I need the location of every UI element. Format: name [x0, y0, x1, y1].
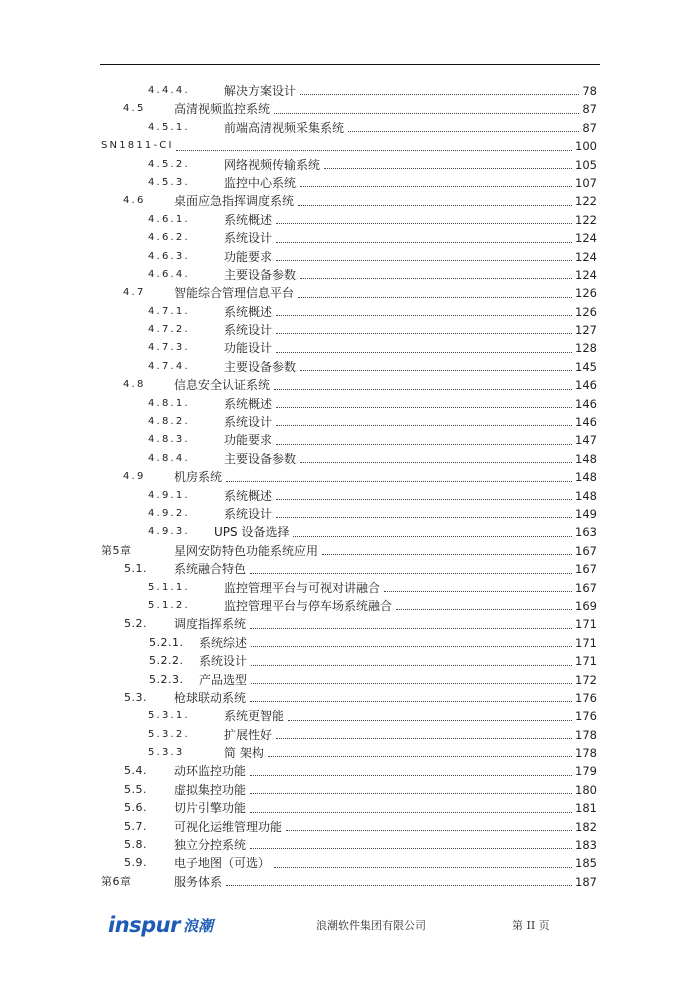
- toc-entry[interactable]: [0, 174, 700, 192]
- toc-entry-number: 4.7.2.: [148, 324, 190, 336]
- toc-entry-number: 5.2.1.: [149, 635, 184, 649]
- header-rule: [100, 64, 600, 65]
- dot-leader: [226, 873, 572, 891]
- toc-entry-number: 4.9.3.: [148, 526, 190, 538]
- toc-entry-page: 171: [573, 634, 597, 652]
- toc-entry-title: 功能设计: [224, 339, 274, 357]
- toc-entry[interactable]: [0, 192, 700, 210]
- toc-entry-page: 183: [573, 836, 597, 854]
- toc-entry-title: 主要设备参数: [224, 266, 298, 284]
- dot-leader: [250, 615, 572, 633]
- dot-leader: [300, 82, 579, 100]
- toc-entry-number: 5.3.3: [148, 747, 185, 759]
- toc-entry-title: 系统设计: [199, 652, 249, 670]
- toc-entry[interactable]: [0, 284, 700, 302]
- toc-entry-number: 4.4.4.: [148, 85, 190, 96]
- dot-leader: [298, 192, 572, 210]
- toc-entry-number: 4.5.3.: [148, 176, 190, 188]
- toc-entry-number: 5.7.: [124, 819, 147, 833]
- toc-entry-number: 4.5.1.: [148, 121, 190, 133]
- toc-entry-page: 167: [573, 560, 597, 578]
- toc-entry-title: 前端高清视频采集系统: [224, 119, 346, 137]
- toc-entry[interactable]: [0, 266, 700, 284]
- toc-entry-title: 切片引擎功能: [174, 799, 248, 817]
- dot-leader: [274, 376, 572, 394]
- toc-entry-title: 简 架构: [224, 744, 266, 762]
- dot-leader: [250, 781, 572, 799]
- toc-entry-title: 电子地图（可选）: [174, 854, 272, 872]
- toc-entry[interactable]: [0, 652, 700, 670]
- toc-entry-number: 5.5.: [124, 782, 147, 796]
- toc-entry-number: 5.1.1.: [148, 581, 190, 593]
- toc-entry-title: 主要设备参数: [224, 358, 298, 376]
- toc-entry[interactable]: [0, 229, 700, 247]
- toc-entry-number: 4.9: [123, 471, 146, 483]
- toc-entry-page: 146: [573, 413, 597, 431]
- toc-entry-page: 171: [573, 652, 597, 670]
- toc-entry[interactable]: [0, 523, 700, 541]
- toc-entry[interactable]: [0, 818, 700, 836]
- toc-entry[interactable]: [0, 431, 700, 449]
- dot-leader: [276, 303, 572, 321]
- dot-leader: [226, 468, 572, 486]
- toc-entry[interactable]: [0, 82, 700, 100]
- toc-entry-number: 5.1.: [124, 562, 147, 576]
- toc-entry[interactable]: [0, 781, 700, 799]
- toc-entry[interactable]: [0, 413, 700, 431]
- toc-entry-number: 4.8.1.: [148, 397, 190, 409]
- toc-entry-title: 高清视频监控系统: [174, 100, 272, 118]
- dot-leader: [250, 799, 572, 817]
- toc-entry-page: 124: [573, 266, 597, 284]
- toc-entry-title: 监控中心系统: [224, 174, 298, 192]
- toc-entry[interactable]: [0, 156, 700, 174]
- toc-entry-page: 107: [573, 174, 597, 192]
- toc-entry-title: 解决方案设计: [224, 82, 298, 100]
- toc-entry[interactable]: [0, 211, 700, 229]
- toc-entry-page: 87: [580, 100, 597, 118]
- toc-entry-page: 124: [573, 248, 597, 266]
- dot-leader: [324, 156, 572, 174]
- toc-entry[interactable]: [0, 707, 700, 725]
- toc-entry[interactable]: [0, 487, 700, 505]
- dot-leader: [251, 634, 572, 652]
- toc-entry-number: 4.8.2.: [148, 416, 190, 428]
- toc-entry-title: 枪球联动系统: [174, 689, 248, 707]
- dot-leader: [396, 597, 572, 615]
- dot-leader: [274, 854, 572, 872]
- dot-leader: [251, 671, 572, 689]
- toc-entry-page: 178: [573, 726, 597, 744]
- toc-entry-page: 181: [573, 799, 597, 817]
- toc-entry[interactable]: [0, 634, 700, 652]
- toc-entry-title: 系统设计: [224, 229, 274, 247]
- toc-entry-title: 星网安防特色功能系统应用: [174, 542, 320, 560]
- toc-entry-number: 4.7.1.: [148, 305, 190, 317]
- toc-entry-number: 第6章: [101, 874, 132, 888]
- toc-entry[interactable]: [0, 339, 700, 357]
- toc-entry[interactable]: [0, 726, 700, 744]
- toc-entry[interactable]: [0, 119, 700, 137]
- dot-leader: [300, 174, 572, 192]
- toc-entry-page: 187: [573, 873, 597, 891]
- dot-leader: [276, 321, 572, 339]
- toc-entry-number: 5.6.: [124, 801, 147, 815]
- dot-leader: [276, 431, 572, 449]
- toc-entry[interactable]: [0, 836, 700, 854]
- toc-entry-page: 126: [573, 284, 597, 302]
- logo-latin-text: inspur: [108, 913, 180, 937]
- toc-entry-page: 122: [573, 192, 597, 210]
- dot-leader: [384, 579, 572, 597]
- toc-entry[interactable]: [0, 799, 700, 817]
- toc-entry[interactable]: [0, 395, 700, 413]
- toc-entry[interactable]: [0, 248, 700, 266]
- toc-entry[interactable]: [0, 468, 700, 486]
- toc-entry-number: 4.5: [123, 103, 146, 115]
- toc-entry[interactable]: [0, 137, 700, 155]
- toc-entry-number: 第5章: [101, 543, 132, 557]
- toc-entry-page: 179: [573, 762, 597, 780]
- toc-entry-number: 5.2.: [124, 617, 147, 631]
- toc-entry[interactable]: [0, 854, 700, 872]
- dot-leader: [276, 726, 572, 744]
- dot-leader: [268, 744, 572, 762]
- toc-entry[interactable]: [0, 579, 700, 597]
- toc-entry-number: 5.8.: [124, 838, 147, 852]
- toc-entry-title: 扩展性好: [224, 726, 274, 744]
- dot-leader: [251, 652, 572, 670]
- toc-entry-page: 169: [573, 597, 597, 615]
- toc-entry-page: 128: [573, 339, 597, 357]
- toc-entry-title: 系统设计: [224, 413, 274, 431]
- toc-entry-number: 5.3.1.: [148, 710, 190, 722]
- toc-entry-title: 系统设计: [224, 505, 274, 523]
- toc-entry-title: 产品选型: [199, 671, 249, 689]
- toc-entry[interactable]: [0, 358, 700, 376]
- toc-entry-page: 163: [573, 523, 597, 541]
- toc-entry-title: 系统概述: [224, 303, 274, 321]
- toc-entry-title: 功能要求: [224, 431, 274, 449]
- toc-entry-page: 167: [573, 579, 597, 597]
- dot-leader: [286, 818, 572, 836]
- toc-entry-title: 主要设备参数: [224, 450, 298, 468]
- toc-entry-title: 系统概述: [224, 211, 274, 229]
- toc-entry-page: 172: [573, 671, 597, 689]
- toc-entry-title: UPS 设备选择: [214, 523, 291, 541]
- toc-entry-title: 网络视频传输系统: [224, 156, 322, 174]
- dot-leader: [298, 284, 572, 302]
- toc-entry[interactable]: [0, 560, 700, 578]
- dot-leader: [300, 358, 572, 376]
- dot-leader: [176, 137, 572, 155]
- toc-entry-title: 服务体系: [174, 873, 224, 891]
- toc-entry[interactable]: [0, 689, 700, 707]
- toc-entry-number: 4.8.4.: [148, 452, 190, 464]
- toc-entry-title: 监控管理平台与停车场系统融合: [224, 597, 394, 615]
- toc-entry-number: 4.9.2.: [148, 507, 190, 519]
- inspur-logo: [108, 912, 213, 938]
- toc-entry[interactable]: [0, 450, 700, 468]
- toc-entry-title: 系统概述: [224, 395, 274, 413]
- toc-entry-number: 4.7.3.: [148, 342, 190, 354]
- toc-entry-page: 148: [573, 487, 597, 505]
- toc-entry-number: SN1811-CI: [101, 140, 174, 152]
- toc-entry[interactable]: [0, 744, 700, 762]
- toc-entry-title: 系统设计: [224, 321, 274, 339]
- toc-entry-page: 185: [573, 854, 597, 872]
- toc-entry-title: 智能综合管理信息平台: [174, 284, 296, 302]
- dot-leader: [250, 560, 572, 578]
- dot-leader: [274, 100, 579, 118]
- toc-entry-page: 124: [573, 229, 597, 247]
- toc-entry-title: 独立分控系统: [174, 836, 248, 854]
- dot-leader: [276, 339, 572, 357]
- logo-chinese-text: 浪潮: [183, 916, 214, 935]
- toc-entry-page: 171: [573, 615, 597, 633]
- toc-entry-number: 4.6.2.: [148, 232, 190, 244]
- toc-entry-page: 146: [573, 376, 597, 394]
- dot-leader: [322, 542, 572, 560]
- toc-entry-number: 4.7: [123, 287, 146, 299]
- toc-entry-number: 5.2.2.: [149, 654, 184, 668]
- dot-leader: [276, 248, 572, 266]
- toc-entry[interactable]: [0, 762, 700, 780]
- toc-entry-number: 5.3.: [124, 690, 147, 704]
- dot-leader: [348, 119, 579, 137]
- toc-entry[interactable]: [0, 671, 700, 689]
- toc-entry-number: 5.3.2.: [148, 728, 190, 740]
- toc-entry-page: 146: [573, 395, 597, 413]
- toc-entry-page: 145: [573, 358, 597, 376]
- toc-entry-title: 系统概述: [224, 487, 274, 505]
- toc-entry-number: 5.1.2.: [148, 599, 190, 611]
- table-of-contents: [0, 82, 700, 891]
- toc-entry-number: 5.4.: [124, 764, 147, 778]
- toc-entry-page: 126: [573, 303, 597, 321]
- toc-entry-number: 4.8: [123, 379, 146, 391]
- toc-entry-title: 监控管理平台与可视对讲融合: [224, 579, 382, 597]
- toc-entry[interactable]: [0, 597, 700, 615]
- toc-entry-page: 182: [573, 818, 597, 836]
- toc-entry[interactable]: [0, 615, 700, 633]
- toc-entry-page: 105: [573, 156, 597, 174]
- toc-entry-page: 167: [573, 542, 597, 560]
- toc-entry-title: 桌面应急指挥调度系统: [174, 192, 296, 210]
- dot-leader: [276, 211, 572, 229]
- dot-leader: [300, 266, 572, 284]
- toc-entry[interactable]: [0, 542, 700, 560]
- toc-entry-number: 4.6: [123, 195, 146, 207]
- toc-entry-page: 147: [573, 431, 597, 449]
- toc-entry-title: 机房系统: [174, 468, 224, 486]
- toc-entry-title: 调度指挥系统: [174, 615, 248, 633]
- toc-entry-number: 4.8.3.: [148, 434, 190, 446]
- toc-entry-page: 176: [573, 689, 597, 707]
- toc-entry[interactable]: [0, 303, 700, 321]
- toc-entry-page: 180: [573, 781, 597, 799]
- dot-leader: [276, 229, 572, 247]
- toc-entry-title: 系统更智能: [224, 707, 286, 725]
- toc-entry-number: 4.9.1.: [148, 489, 190, 501]
- dot-leader: [293, 523, 572, 541]
- toc-entry-page: 127: [573, 321, 597, 339]
- toc-entry[interactable]: [0, 505, 700, 523]
- dot-leader: [250, 836, 572, 854]
- toc-entry-page: 149: [573, 505, 597, 523]
- toc-entry-page: 78: [580, 82, 597, 100]
- toc-entry-title: 可视化运维管理功能: [174, 818, 284, 836]
- toc-entry-number: 4.5.2.: [148, 158, 190, 170]
- dot-leader: [288, 707, 572, 725]
- toc-entry-page: 148: [573, 450, 597, 468]
- dot-leader: [250, 689, 572, 707]
- toc-entry[interactable]: [0, 873, 700, 891]
- toc-entry-title: 系统综述: [199, 634, 249, 652]
- dot-leader: [276, 395, 572, 413]
- toc-entry-number: 4.6.4.: [148, 268, 190, 280]
- toc-entry-number: 4.7.4.: [148, 360, 190, 372]
- toc-entry-page: 148: [573, 468, 597, 486]
- toc-entry-title: 系统融合特色: [174, 560, 248, 578]
- toc-entry-page: 176: [573, 707, 597, 725]
- toc-entry[interactable]: [0, 100, 700, 118]
- toc-entry[interactable]: [0, 376, 700, 394]
- dot-leader: [276, 487, 572, 505]
- toc-entry-title: 功能要求: [224, 248, 274, 266]
- dot-leader: [276, 413, 572, 431]
- toc-entry-number: 5.9.: [124, 856, 147, 870]
- dot-leader: [276, 505, 572, 523]
- toc-entry-title: 信息安全认证系统: [174, 376, 272, 394]
- dot-leader: [250, 762, 572, 780]
- toc-entry[interactable]: [0, 321, 700, 339]
- page-number: 第 II 页: [512, 919, 550, 932]
- page-footer: [0, 912, 700, 942]
- toc-entry-page: 178: [573, 744, 597, 762]
- toc-entry-page: 122: [573, 211, 597, 229]
- toc-entry-title: 虚拟集控功能: [174, 781, 248, 799]
- toc-entry-page: 100: [573, 137, 597, 155]
- toc-entry-title: 动环监控功能: [174, 762, 248, 780]
- dot-leader: [300, 450, 572, 468]
- toc-entry-number: 4.6.3.: [148, 250, 190, 262]
- company-name: 浪潮软件集团有限公司: [316, 919, 426, 932]
- toc-entry-number: 4.6.1.: [148, 213, 190, 225]
- toc-entry-page: 87: [580, 119, 597, 137]
- toc-entry-number: 5.2.3.: [149, 672, 184, 686]
